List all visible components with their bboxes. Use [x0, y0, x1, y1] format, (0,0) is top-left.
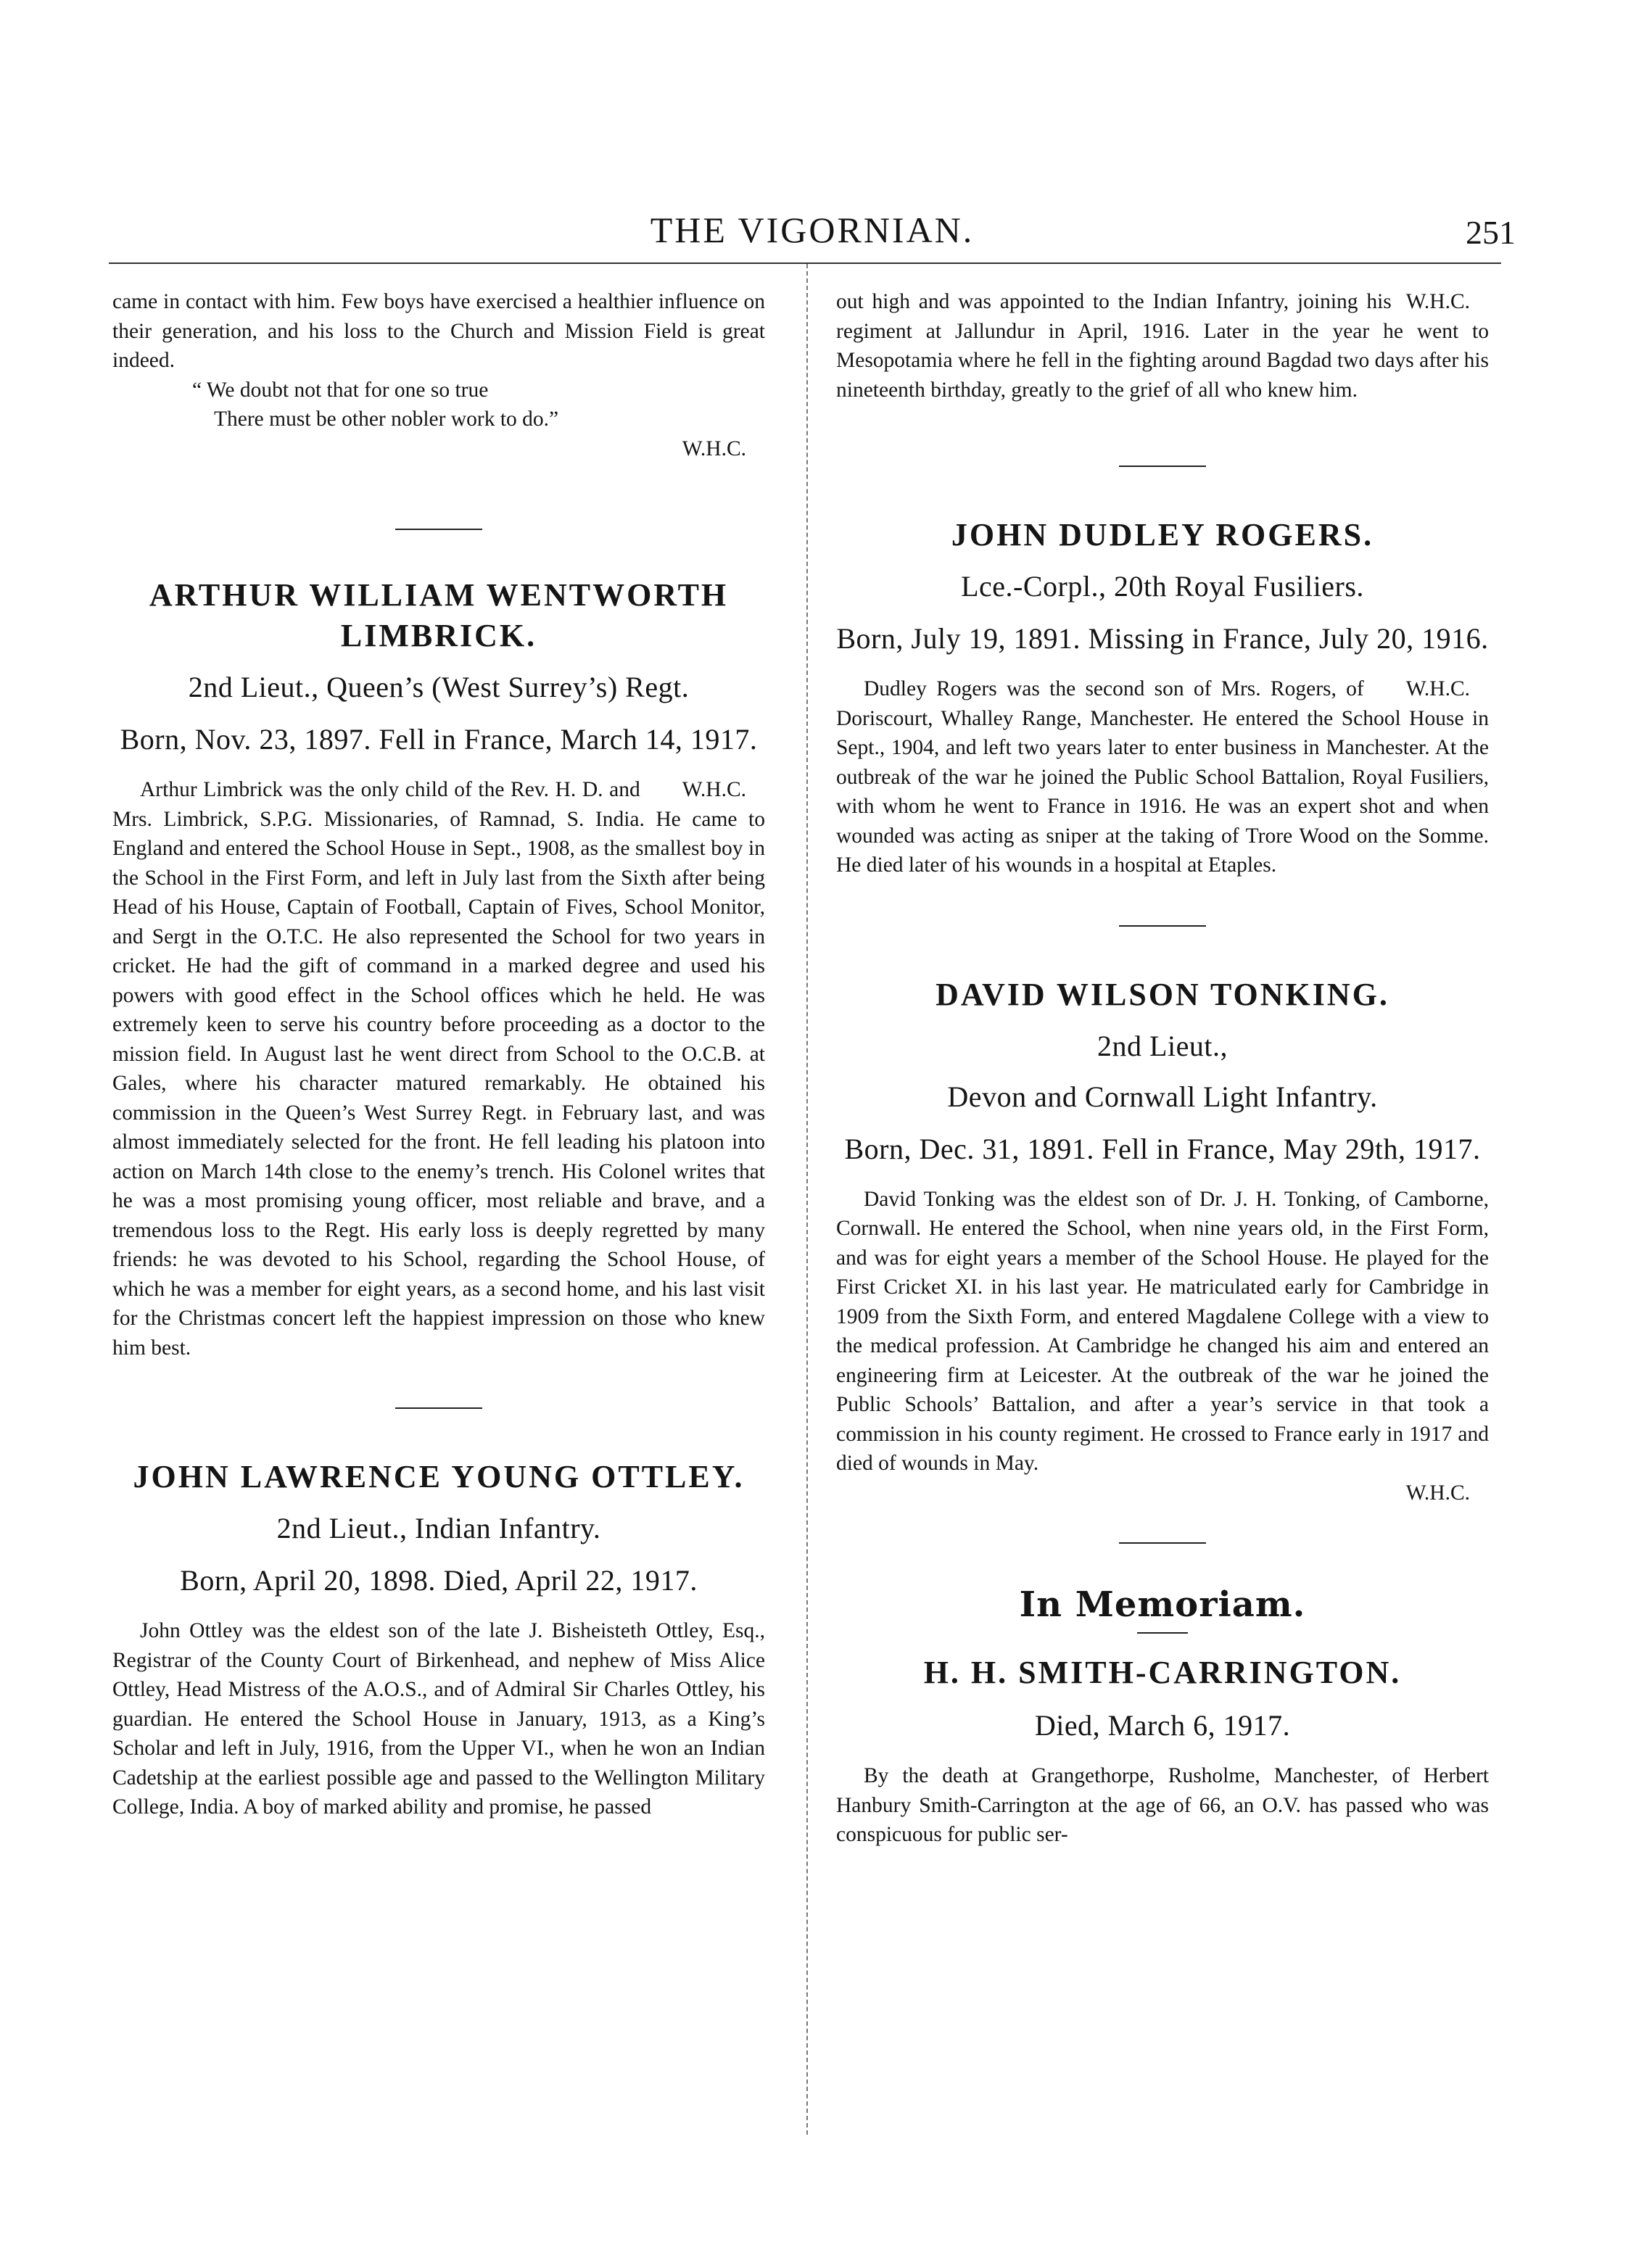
- heading-underline: [1137, 1632, 1188, 1634]
- obituary-dates: Born, July 19, 1891. Missing in France, July 20, 1916.: [836, 622, 1489, 655]
- running-head: [109, 209, 1516, 260]
- obituary-dates: Born, April 20, 1898. Died, April 22, 1917.: [180, 1564, 698, 1597]
- obituary-body: John Ottley was the eldest son of the late J. Bisheisteth Ottley, Esq., Registrar of the County Court of Birkenhead, and nephew of Miss Alice Ottley, Head Mistress of the A.O.S., and of Admiral Sir Charles Ottley, his guardian. He entered the School House in January, 1913, as a King’s Scholar and left in July, 1916, from the Upper VI., when he won an Indian Cadetship at the earliest possible age and passed to the Wellington Military College, India. A boy of marked ability and promise, he passed: [112, 1619, 765, 1819]
- memoriam-name: H. H. SMITH-CARRINGTON.: [923, 1655, 1402, 1690]
- column-divider: [806, 264, 808, 2135]
- section-divider: [1119, 466, 1206, 467]
- in-memoriam-heading: In Memoriam.: [1019, 1584, 1306, 1625]
- obituary-rank: 2nd Lieut., Indian Infantry.: [276, 1512, 601, 1544]
- obituary-dates: Born, Nov. 23, 1897. Fell in France, March 14, 1917.: [120, 723, 758, 756]
- obituary-name: JOHN DUDLEY ROGERS.: [951, 517, 1374, 553]
- section-divider: [395, 1407, 482, 1409]
- obituary-name: DAVID WILSON TONKING.: [936, 976, 1389, 1012]
- continued-text: came in contact with him. Few boys have exercised a healthier influence on their generation, and his loss to the Church and Mission Field is great indeed.: [112, 290, 765, 372]
- obituary-body-text: Arthur Limbrick was the only child of the Rev. H. D. and Mrs. Limbrick, S.P.G. Missionaries, of Ramnad, S. India. He came to England and entered the School House in Sept., 1908, as the smallest boy in the School in the First Form, and left in July last from the Sixth after being Head of his House, Captain of Football, Captain of Fives, School Monitor, and Sergt in the O.T.C. He also represented the School for two years in cricket. He had the gift of command in a marked degree and used his powers with good effect in the School offices which he held. He was extremely keen to serve his country before proceeding as a doctor to the mission field. In August last he went direct from School to the O.C.B. at Gales, where his character matured remarkably. He obtained his commission in the Queen’s West Surrey Regt. in February last, and was almost immediately selected for the front. He fell leading his platoon into action on March 14th close to the enemy’s trench. His Colonel writes that he was a most promising young officer, most reliable and brave, and a tremendous loss to the Regt. His early loss is deeply regretted by many friends: he was devoted to his School, regarding the School House, of which he was a member for eight years, as a second home, and his last visit for the Christmas concert left the happiest impression on those who knew him best.: [112, 778, 765, 1360]
- obituary-rank: 2nd Lieut.,: [1097, 1029, 1228, 1062]
- signature: W.H.C.: [682, 778, 746, 801]
- in-memoriam: [836, 1584, 1489, 1850]
- obituary-rank: 2nd Lieut., Queen’s (West Surrey’s) Regt.: [188, 671, 690, 703]
- right-column: [836, 287, 1489, 1850]
- section-divider: [395, 529, 482, 530]
- obituary-body: David Tonking was the eldest son of Dr. J. H. Tonking, of Camborne, Cornwall. He entered the School, when nine years old, in the First Form, and was for eight years a member of the School House. He played for the First Cricket XI. in his last year. He matriculated early for Cambridge in 1909 from the Sixth Form, and entered Magdalene College with a view to the medical profession. At Cambridge he changed his aim and entered an engineering firm at Leicester. At the outbreak of the war he joined the Public Schools’ Battalion, and after a year’s service in that took a commission in his county regiment. He crossed to France early in 1917 and died of wounds in May.: [836, 1187, 1489, 1475]
- obituary-rank: Lce.-Corpl., 20th Royal Fusiliers.: [961, 570, 1364, 603]
- memoriam-body: By the death at Grangethorpe, Rusholme, Manchester, of Herbert Hanbury Smith-Carrington at the age of 66, an O.V. has passed who was conspicuous for public ser-: [836, 1764, 1489, 1846]
- section-divider: [1119, 925, 1206, 927]
- verse-line-1: “ We doubt not that for one so true: [192, 378, 489, 402]
- obituary-limbrick: [112, 575, 765, 1362]
- obituary-body: [112, 775, 765, 1362]
- signature: W.H.C.: [1405, 677, 1470, 700]
- obituary-tonking: [836, 975, 1489, 1508]
- obituary-name: ARTHUR WILLIAM WENTWORTH LIMBRICK.: [149, 577, 729, 653]
- section-divider: [1119, 1542, 1206, 1544]
- signature: W.H.C.: [682, 437, 746, 460]
- obituary-unit: Devon and Cornwall Light Infantry.: [947, 1080, 1378, 1113]
- obituary-dates: Born, Dec. 31, 1891. Fell in France, May 29th, 1917.: [844, 1132, 1481, 1165]
- memoriam-dates: Died, March 6, 1917.: [1034, 1709, 1291, 1742]
- obituary-name: JOHN LAWRENCE YOUNG OTTLEY.: [133, 1459, 745, 1494]
- obituary-rogers: [836, 515, 1489, 880]
- left-column: [112, 287, 765, 1822]
- verse-line-2: There must be other nobler work to do.”: [214, 408, 559, 431]
- obituary-ottley: [112, 1457, 765, 1822]
- continued-text: [836, 287, 1489, 405]
- journal-title: THE VIGORNIAN.: [650, 210, 975, 250]
- page-number: 251: [1466, 214, 1516, 251]
- continued-text-body: out high and was appointed to the Indian Infantry, joining his regiment at Jallundur in April, 1916. Later in the year he went to Mesopotamia where he fell in the fighting around Bagdad two days after his nineteenth birthday, greatly to the grief of all who knew him.: [836, 290, 1489, 402]
- obituary-body: [836, 674, 1489, 880]
- signature: W.H.C.: [1405, 1481, 1470, 1505]
- obituary-body-text: Dudley Rogers was the second son of Mrs. Rogers, of Doriscourt, Whalley Range, Manchester. He entered the School House in Sept., 1904, and left two years later to enter business in Manchester. At the outbreak of the war he joined the Public School Battalion, Royal Fusiliers, with whom he went to France in 1916. He was an expert shot and when wounded was acting as sniper at the taking of Trore Wood on the Somme. He died later of his wounds in a hospital at Etaples.: [836, 677, 1489, 877]
- header-rule: [109, 262, 1501, 264]
- signature: W.H.C.: [1405, 290, 1470, 313]
